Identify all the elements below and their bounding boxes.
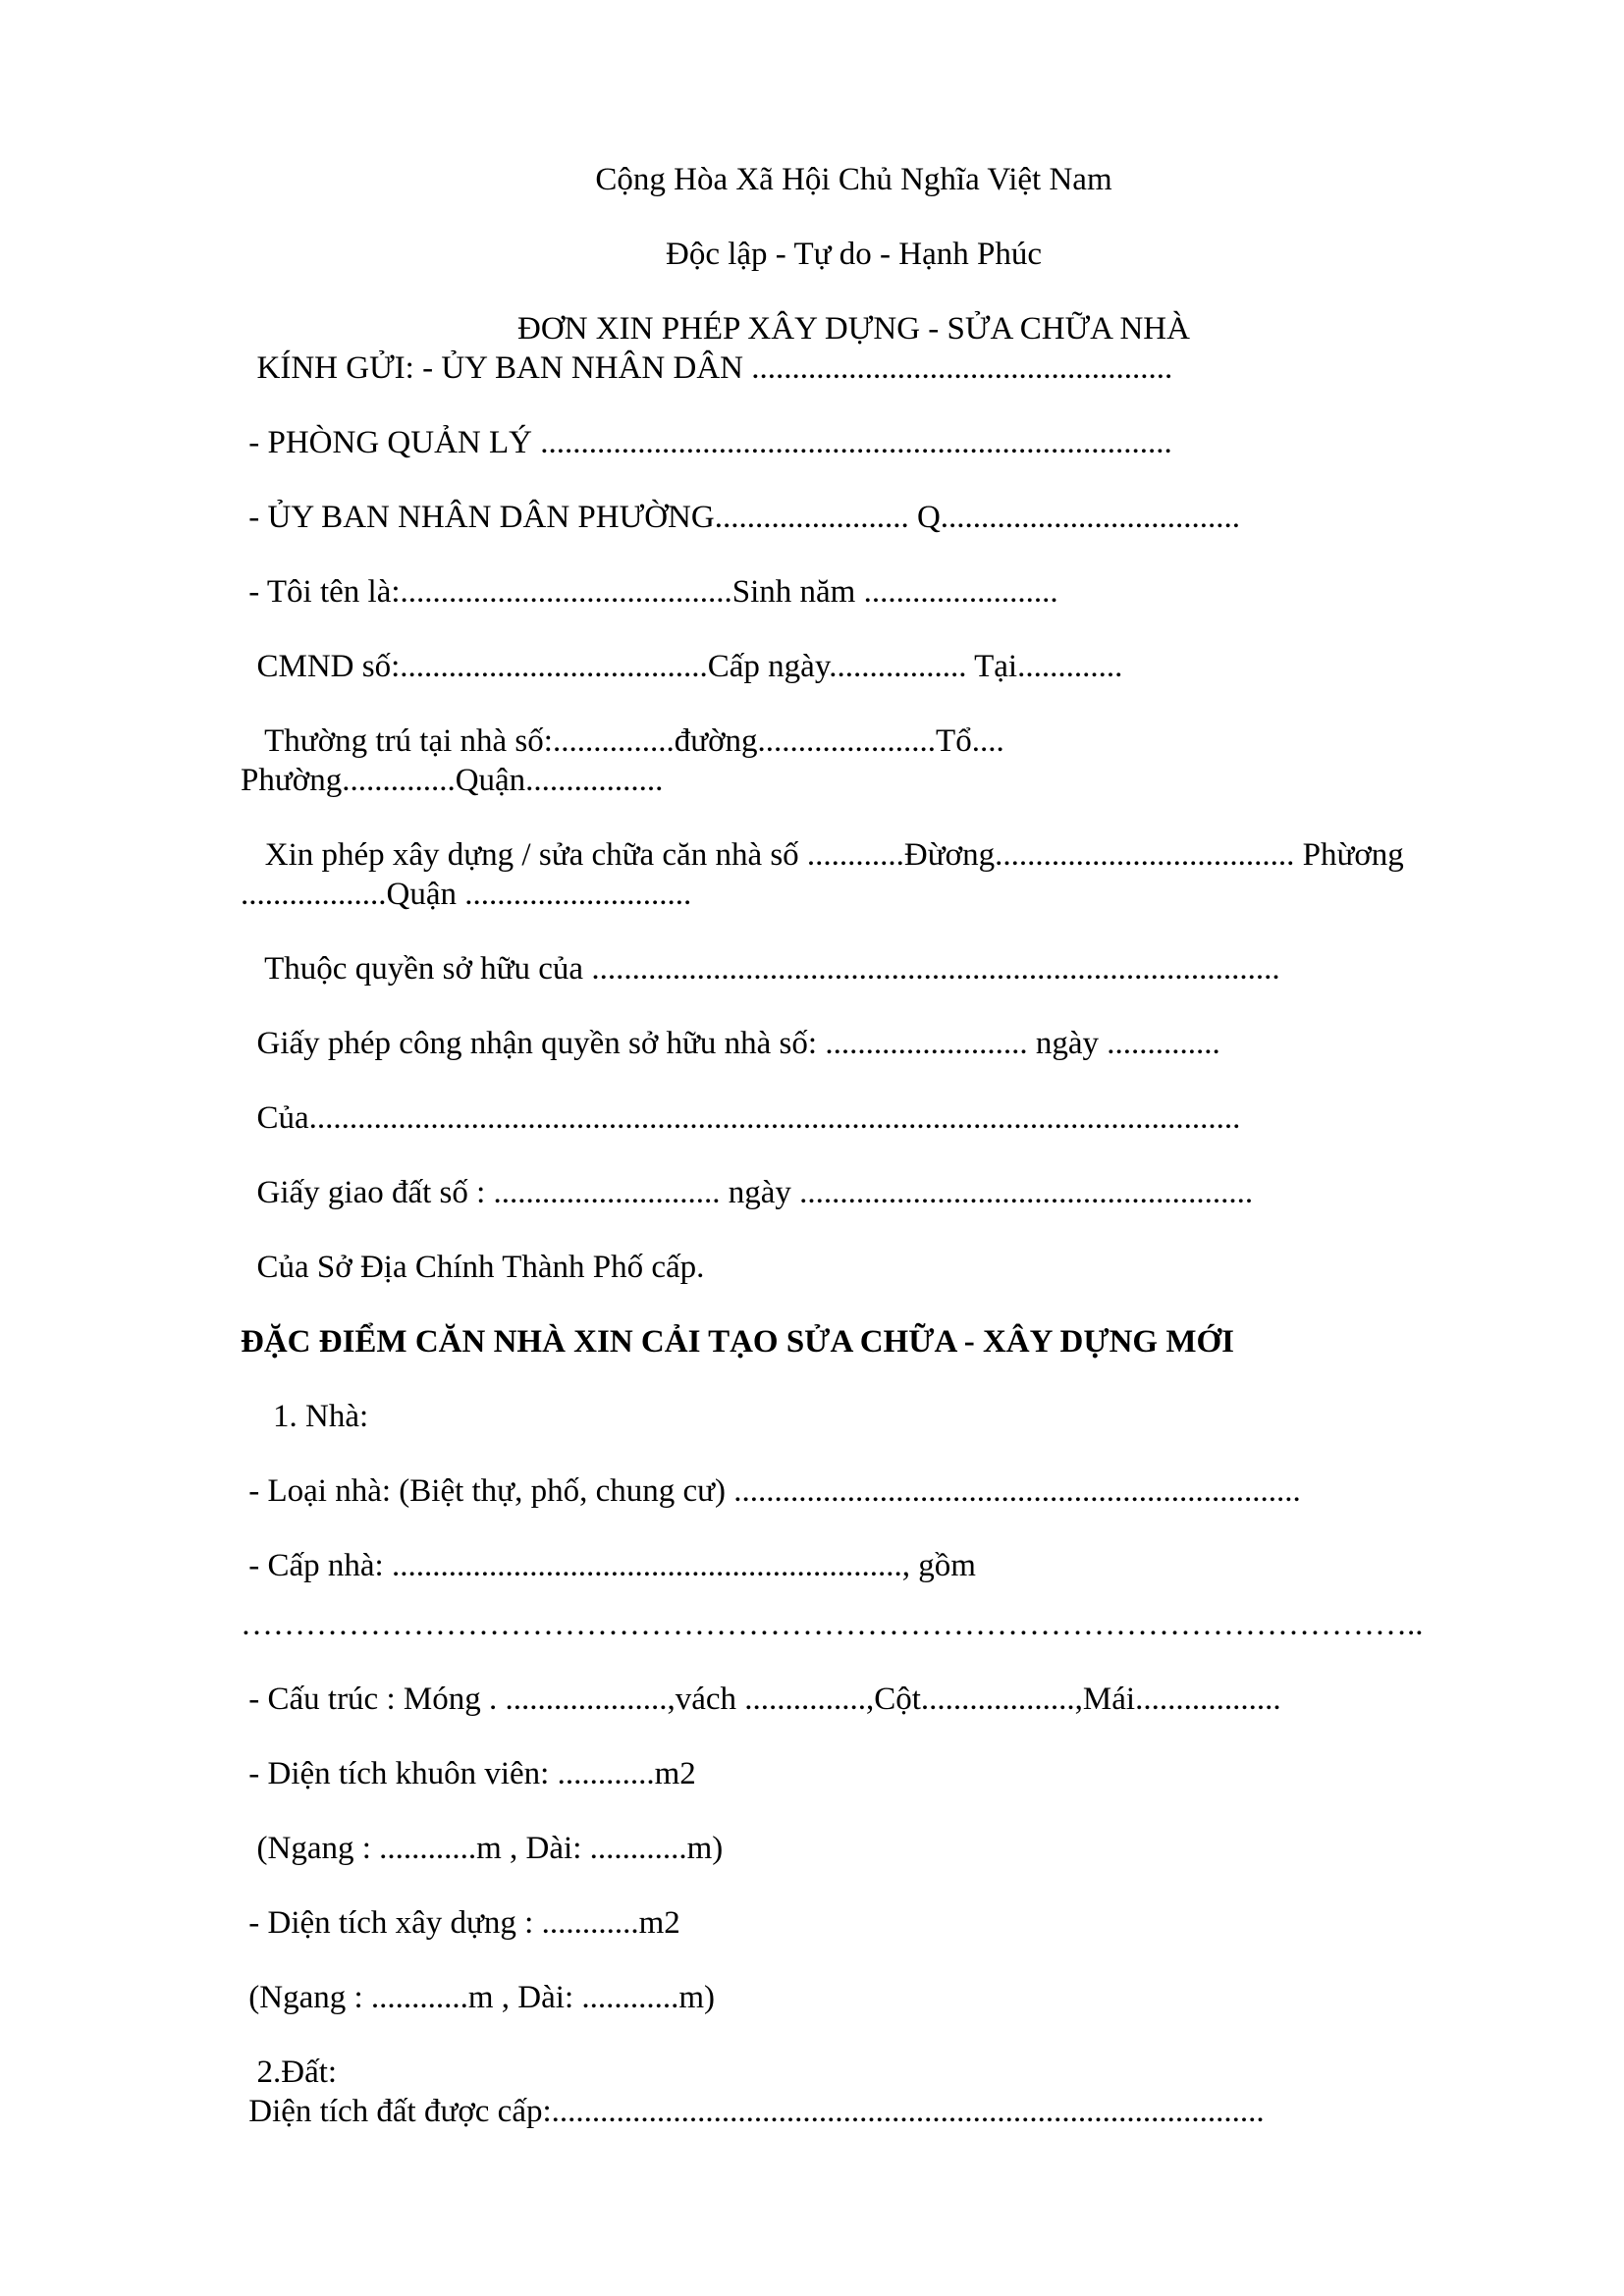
id-card-line: CMND số:......................................Cấp ngày................. Tại.............: [241, 649, 1123, 684]
ownership-certificate-line: Giấy phép công nhận quyền sở hữu nhà số: ......................... ngày ..............: [241, 1026, 1220, 1061]
land-area-line: Diện tích đất được cấp:........................................................................................: [241, 2094, 1265, 2129]
land-office-line: Của Sở Địa Chính Thành Phố cấp.: [241, 1250, 705, 1285]
national-title: Cộng Hòa Xã Hội Chủ Nghĩa Việt Nam: [595, 162, 1112, 197]
section-heading: ĐẶC ĐIỂM CĂN NHÀ XIN CẢI TẠO SỬA CHỮA - XÂY DỰNG MỚI: [241, 1324, 1234, 1360]
request-line-2: ..................Quận ............................: [241, 877, 692, 912]
ward-committee-line: - ỦY BAN NHÂN DÂN PHƯỜNG........................ Q.....................................: [241, 500, 1241, 535]
structure-line: - Cấu trúc : Móng . ....................,vách ...............,Cột...................,Mái..................: [241, 1682, 1281, 1717]
recipient-line: KÍNH GỬI: - ỦY BAN NHÂN DÂN ....................................................: [241, 350, 1173, 386]
residence-line-2: Phường..............Quận.................: [241, 763, 664, 798]
certificate-issuer-line: Của...................................................................................................................: [241, 1100, 1241, 1136]
construction-area-line: - Diện tích xây dựng : ............m2: [241, 1905, 680, 1941]
ownership-line: Thuộc quyền sở hữu của .....................................................................................: [241, 951, 1280, 987]
house-grade-continuation: ………………………………………………………………………………………………..: [241, 1607, 1424, 1642]
full-name-line: - Tôi tên là:.........................................Sinh năm ........................: [241, 574, 1058, 610]
form-title: ĐƠN XIN PHÉP XÂY DỰNG - SỬA CHỮA NHÀ: [517, 311, 1190, 347]
premises-dimensions-line: (Ngang : ............m , Dài: ............m): [241, 1831, 724, 1866]
management-office-line: - PHÒNG QUẢN LÝ ..............................................................................: [241, 425, 1172, 460]
residence-line-1: Thường trú tại nhà số:...............đường......................Tổ....: [241, 723, 1004, 759]
premises-area-line: - Diện tích khuôn viên: ............m2: [241, 1756, 696, 1791]
request-line-1: Xin phép xây dựng / sửa chữa căn nhà số ............Đừơng..................................... Phừơng: [241, 837, 1404, 873]
house-grade-line: - Cấp nhà: ..............................................................., gồm: [241, 1548, 976, 1583]
land-section-label: 2.Đất:: [241, 2055, 338, 2090]
construction-dimensions-line: (Ngang : ............m , Dài: ............m): [241, 1980, 716, 2015]
national-motto: Độc lập - Tự do - Hạnh Phúc: [666, 237, 1042, 272]
land-grant-line: Giấy giao đất số : ............................ ngày ........................................................: [241, 1175, 1254, 1210]
house-type-line: - Loại nhà: (Biệt thự, phố, chung cư) ......................................................................: [241, 1473, 1301, 1509]
house-section-label: 1. Nhà:: [241, 1399, 369, 1434]
